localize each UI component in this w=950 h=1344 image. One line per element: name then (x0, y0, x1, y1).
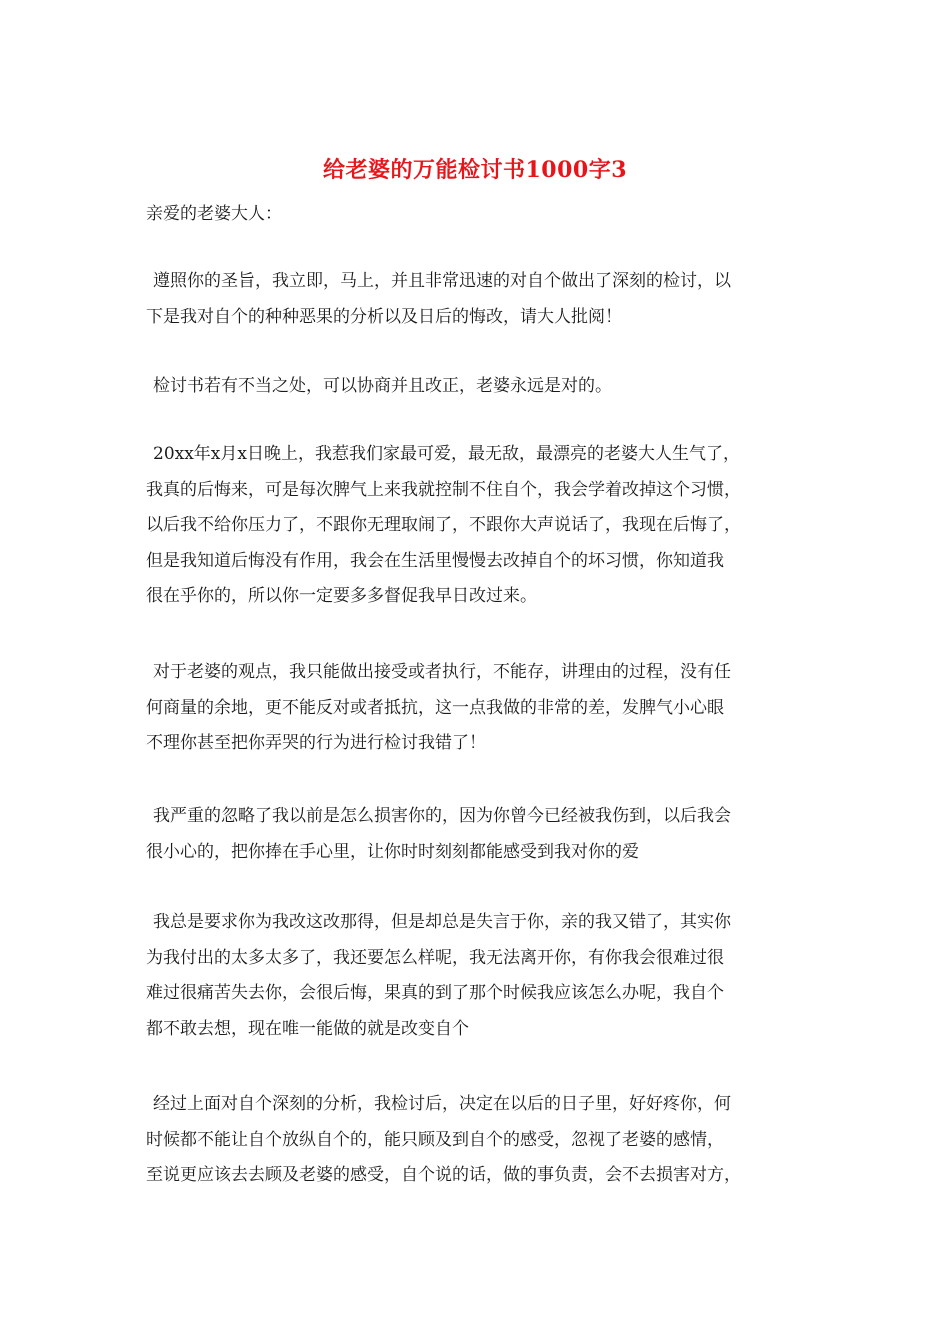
text-line: 以后我不给你压力了，不跟你无理取闹了，不跟你大声说话了，我现在后悔了， (146, 515, 741, 536)
paragraph-1 (146, 264, 814, 335)
text-line: 很小心的，把你捧在手心里，让你时时刻刻都能感受到我对你的爱 (146, 841, 639, 862)
text-line: 下是我对自个的种种恶果的分析以及日后的悔改，请大人批阅！ (146, 306, 622, 327)
text-line: 但是我知道后悔没有作用，我会在生活里慢慢去改掉自个的坏习惯，你知道我 (146, 550, 724, 571)
document-title: 给老婆的万能检讨书1000字3 (322, 157, 628, 183)
paragraph-2 (146, 369, 814, 405)
text-line: 检讨书若有不当之处，可以协商并且改正，老婆永远是对的。 (153, 376, 612, 396)
text-line: 20xx年x月x日晚上，我惹我们家最可爱，最无敌，最漂亮的老婆大人生气了， (153, 444, 740, 464)
text-line: 为我付出的太多太多了，我还要怎么样呢，我无法离开你，有你我会很难过很 (146, 947, 724, 968)
paragraph-5 (146, 799, 814, 870)
text-line: 都不敢去想，现在唯一能做的就是改变自个 (146, 1018, 469, 1039)
text-line: 难过很痛苦失去你，会很后悔，果真的到了那个时候我应该怎么办呢，我自个 (146, 983, 724, 1004)
paragraph-4 (146, 655, 814, 762)
text-line: 我严重的忽略了我以前是怎么损害你的，因为你曾今已经被我伤到，以后我会 (153, 806, 731, 826)
text-line: 很在乎你的，所以你一定要多多督促我早日改过来。 (146, 586, 537, 607)
paragraph-7 (146, 1087, 814, 1194)
salutation: 亲爱的老婆大人： (146, 204, 282, 224)
text-line: 不理你甚至把你弄哭的行为进行检讨我错了！ (146, 733, 486, 754)
text-line: 对于老婆的观点，我只能做出接受或者执行，不能存，讲理由的过程，没有任 (153, 662, 731, 682)
text-line: 何商量的余地，更不能反对或者抵抗，这一点我做的非常的差，发脾气小心眼 (146, 697, 724, 718)
text-line: 经过上面对自个深刻的分析，我检讨后，决定在以后的日子里，好好疼你，何 (153, 1094, 731, 1114)
text-line: 遵照你的圣旨，我立即，马上，并且非常迅速的对自个做出了深刻的检讨，以 (153, 271, 731, 291)
paragraph-3 (146, 437, 814, 615)
paragraph-6 (146, 905, 814, 1047)
text-line: 至说更应该去去顾及老婆的感受，自个说的话，做的事负责，会不去损害对方， (146, 1165, 741, 1186)
text-line: 时候都不能让自个放纵自个的，能只顾及到自个的感受，忽视了老婆的感情， (146, 1129, 724, 1150)
text-line: 我真的后悔来，可是每次脾气上来我就控制不住自个，我会学着改掉这个习惯， (146, 479, 741, 500)
text-line: 我总是要求你为我改这改那得，但是却总是失言于你，亲的我又错了，其实你 (153, 912, 731, 932)
